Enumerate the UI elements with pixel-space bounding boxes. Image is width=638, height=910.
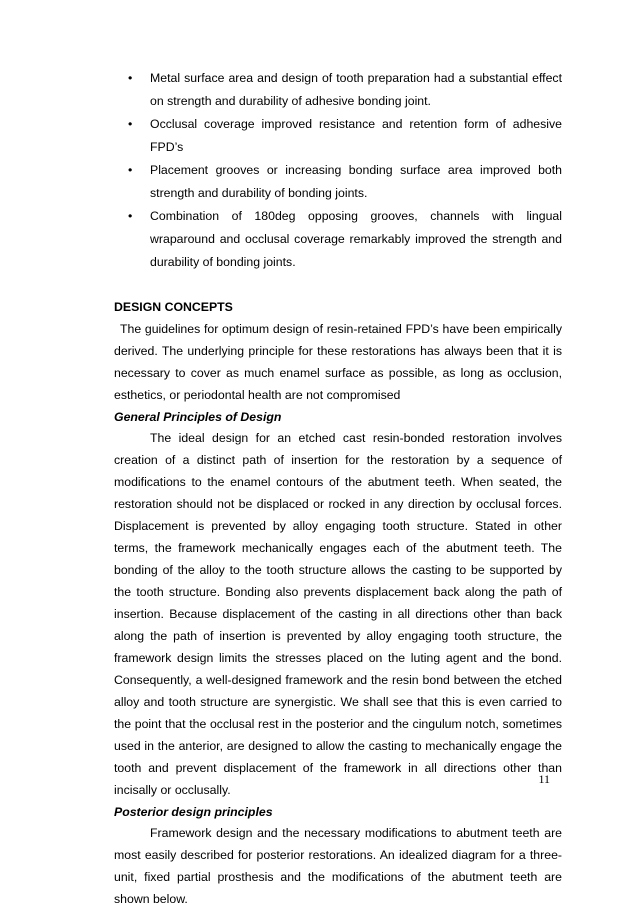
bullet-item xyxy=(114,113,562,159)
page-number: 11 xyxy=(538,772,550,786)
design-concepts-paragraph: The guidelines for optimum design of resin-retained FPD’s have been empirically derived. The underlying principle for these restorations has always been that it is necessary to cover as much enamel surface as possible, as long as occlusion, esthetics, or periodontal health are not compromised xyxy=(114,322,562,402)
posterior-principles-heading: Posterior design principles xyxy=(114,805,273,819)
bullet-item xyxy=(114,159,562,205)
bullet-item xyxy=(114,67,562,113)
general-principles-heading: General Principles of Design xyxy=(114,410,282,424)
bullet-icon: • xyxy=(128,117,133,131)
posterior-principles-paragraph: Framework design and the necessary modifications to abutment teeth are most easily described for posterior restorations. An idealized diagram for a three-unit, fixed partial prosthesis and the modifications of the abutment teeth are shown below. xyxy=(114,826,562,906)
bullet-text: Placement grooves or increasing bonding surface area improved both strength and durability of bonding joints. xyxy=(150,163,562,200)
bullet-icon: • xyxy=(128,209,133,223)
bullet-text: Occlusal coverage improved resistance and retention form of adhesive FPD’s xyxy=(150,117,562,154)
page-content xyxy=(114,67,562,910)
bullet-icon: • xyxy=(128,163,133,177)
design-concepts-heading: DESIGN CONCEPTS xyxy=(114,300,233,314)
bullet-item xyxy=(114,205,562,274)
bullet-icon: • xyxy=(128,71,133,85)
general-principles-paragraph: The ideal design for an etched cast resin-bonded restoration involves creation of a distinct path of insertion for the restoration by a sequence of modifications to the enamel contours of the abutment teeth. When seated, the restoration should not be displaced or rocked in any direction by occlusal forces. Displacement is prevented by alloy engaging tooth structure. Stated in other terms, the framework mechanically engages each of the abutment teeth. The bonding of the alloy to the tooth structure allows the casting to be supported by the tooth structure. Bonding also prevents displacement back along the path of insertion. Because displacement of the casting in all directions other than back along the path of insertion is prevented by alloy engaging tooth structure, the framework design limits the stresses placed on the luting agent and the bond. Consequently, a well-designed framework and the resin bond between the etched alloy and tooth structure are synergistic. We shall see that this is even carried to the point that the occlusal rest in the posterior and the cingulum notch, sometimes used in the anterior, are designed to allow the casting to mechanically engage the tooth and prevent displacement of the framework in all directions other than incisally or occlusally. xyxy=(114,431,562,797)
bullet-text: Metal surface area and design of tooth preparation had a substantial effect on strength and durability of adhesive bonding joint. xyxy=(150,71,562,108)
findings-bullet-list xyxy=(114,67,562,274)
bullet-text: Combination of 180deg opposing grooves, channels with lingual wraparound and occlusal coverage remarkably improved the strength and durability of bonding joints. xyxy=(150,209,562,269)
